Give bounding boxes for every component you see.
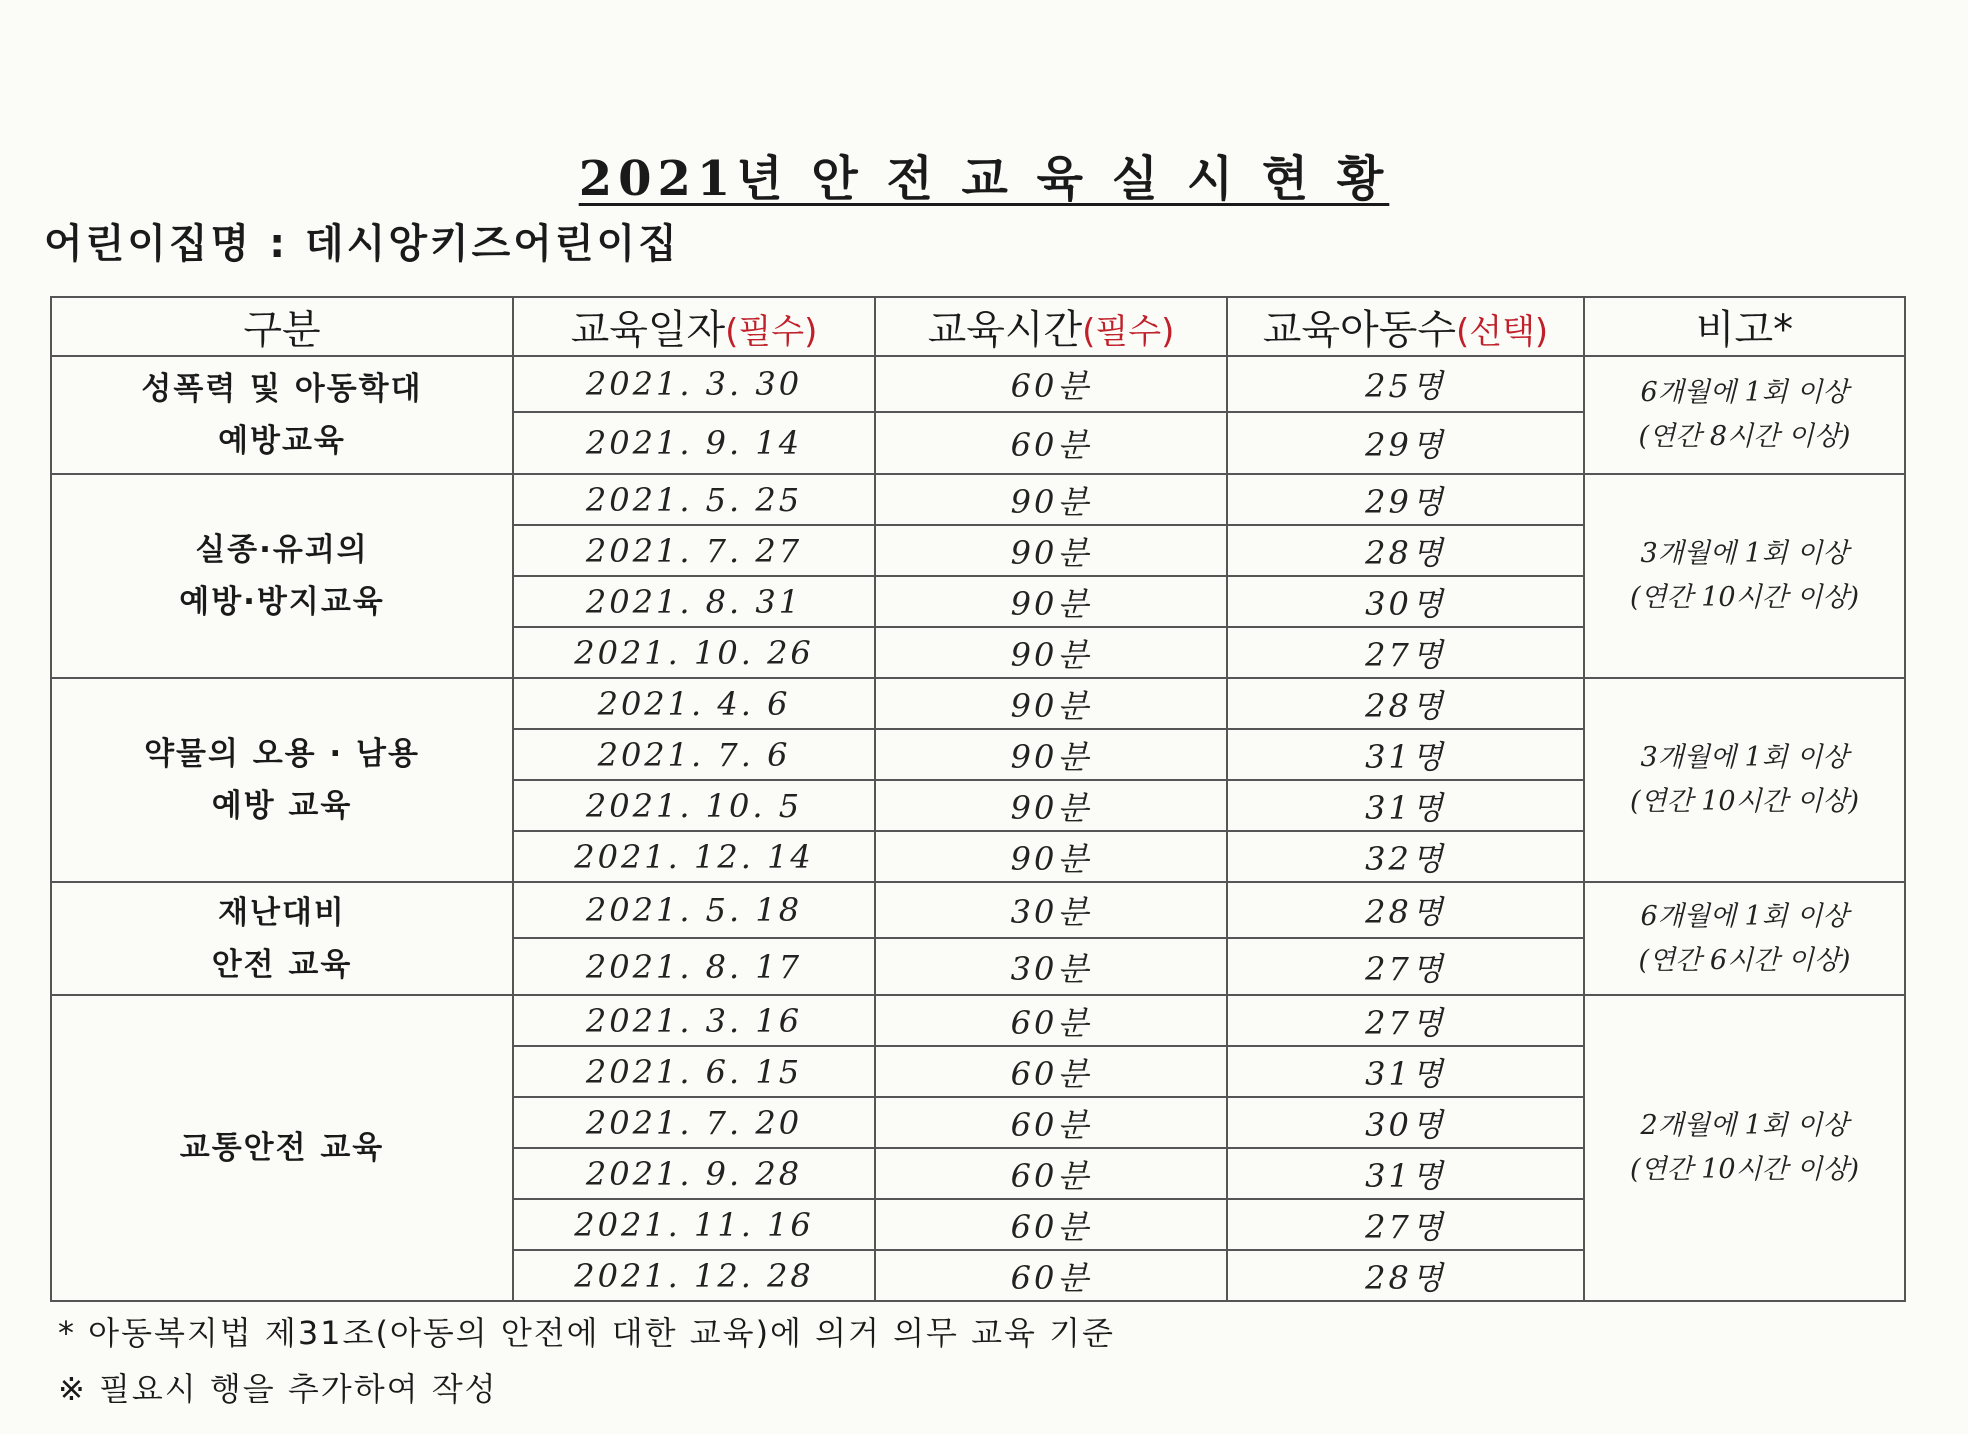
children-count-cell: 29명 — [1227, 412, 1584, 474]
note-cell — [1584, 995, 1905, 1301]
date-cell: 2021. 3. 30 — [513, 356, 875, 412]
note-line: (연간 6시간 이상) — [1638, 944, 1851, 976]
note-line: (연간 10시간 이상) — [1629, 1154, 1860, 1185]
children-count-cell: 31명 — [1227, 729, 1584, 780]
category-line: 재난대비 — [218, 894, 346, 931]
note-cell — [1584, 474, 1905, 678]
note-line: (연간 10시간 이상) — [1629, 786, 1860, 817]
date-cell: 2021. 3. 16 — [513, 995, 875, 1046]
time-cell: 60분 — [875, 1097, 1227, 1148]
date-cell: 2021. 12. 14 — [513, 831, 875, 882]
time-cell: 60분 — [875, 1250, 1227, 1301]
category-line: 예방·방지교육 — [179, 584, 385, 620]
children-count-cell: 31명 — [1227, 1148, 1584, 1199]
time-cell: 30분 — [875, 882, 1227, 938]
time-cell: 90분 — [875, 831, 1227, 882]
required-tag: (필수) — [725, 312, 818, 352]
category-line: 안전 교육 — [211, 946, 353, 983]
children-count-cell: 28명 — [1227, 882, 1584, 938]
document-title-text: 2021년 안 전 교 육 실 시 현 황 — [578, 151, 1390, 207]
children-count-cell: 28명 — [1227, 678, 1584, 729]
note-line: (연간 10시간 이상) — [1629, 582, 1860, 613]
note-line: 6개월에 1회 이상 — [1640, 377, 1849, 408]
time-cell: 60분 — [875, 412, 1227, 474]
time-cell: 90분 — [875, 780, 1227, 831]
children-count-cell: 27명 — [1227, 995, 1584, 1046]
category-line: 성폭력 및 아동학대 — [141, 371, 423, 407]
time-cell: 30분 — [875, 938, 1227, 995]
footnote-add-rows: ※ 필요시 행을 추가하여 작성 — [58, 1370, 498, 1408]
date-cell: 2021. 10. 5 — [513, 780, 875, 831]
time-cell: 90분 — [875, 474, 1227, 525]
date-cell: 2021. 7. 6 — [513, 729, 875, 780]
children-count-cell: 31명 — [1227, 1046, 1584, 1097]
children-count-cell: 28명 — [1227, 1250, 1584, 1301]
date-cell: 2021. 9. 14 — [513, 412, 875, 474]
time-cell: 60분 — [875, 1046, 1227, 1097]
children-count-cell: 28명 — [1227, 525, 1584, 576]
category-cell — [51, 882, 513, 995]
category-cell — [51, 356, 513, 474]
note-cell — [1584, 356, 1905, 474]
header-time: 교육시간(필수) — [875, 297, 1227, 356]
time-cell: 60분 — [875, 1148, 1227, 1199]
safety-education-table — [50, 296, 1906, 1302]
children-count-cell: 29명 — [1227, 474, 1584, 525]
category-line: 약물의 오용 · 남용 — [144, 736, 420, 772]
children-count-cell: 27명 — [1227, 938, 1584, 995]
children-count-cell: 32명 — [1227, 831, 1584, 882]
header-date: 교육일자(필수) — [513, 297, 875, 356]
date-cell: 2021. 7. 20 — [513, 1097, 875, 1148]
date-cell: 2021. 9. 28 — [513, 1148, 875, 1199]
note-line: 3개월에 1회 이상 — [1640, 538, 1849, 569]
header-note: 비고* — [1584, 297, 1905, 356]
footnote-legal-basis: * 아동복지법 제31조(아동의 안전에 대한 교육)에 의거 의무 교육 기준 — [58, 1314, 1115, 1352]
time-cell: 90분 — [875, 627, 1227, 678]
time-cell: 60분 — [875, 356, 1227, 412]
table-body — [51, 356, 1905, 1301]
required-tag: (필수) — [1082, 312, 1175, 352]
date-cell: 2021. 6. 15 — [513, 1046, 875, 1097]
time-cell: 90분 — [875, 525, 1227, 576]
time-cell: 60분 — [875, 1199, 1227, 1250]
category-line: 예방교육 — [218, 423, 346, 459]
document-title — [0, 140, 1968, 209]
note-line: 3개월에 1회 이상 — [1640, 742, 1849, 773]
category-line: 교통안전 교육 — [179, 1130, 385, 1166]
date-cell: 2021. 4. 6 — [513, 678, 875, 729]
table-row — [51, 356, 1905, 412]
category-cell — [51, 474, 513, 678]
date-cell: 2021. 10. 26 — [513, 627, 875, 678]
note-line: 6개월에 1회 이상 — [1640, 900, 1849, 932]
date-cell: 2021. 8. 31 — [513, 576, 875, 627]
optional-tag: (선택) — [1455, 312, 1549, 352]
date-cell: 2021. 5. 18 — [513, 882, 875, 938]
time-cell: 90분 — [875, 729, 1227, 780]
header-category: 구분 — [51, 297, 513, 356]
header-children: 교육아동수(선택) — [1227, 297, 1584, 356]
note-line: 2개월에 1회 이상 — [1640, 1110, 1849, 1141]
note-cell — [1584, 882, 1905, 995]
table-row — [51, 882, 1905, 938]
daycare-name-line: 어린이집명 : 데시앙키즈어린이집 — [44, 221, 680, 267]
time-cell: 60분 — [875, 995, 1227, 1046]
date-cell: 2021. 12. 28 — [513, 1250, 875, 1301]
note-cell — [1584, 678, 1905, 882]
children-count-cell: 27명 — [1227, 1199, 1584, 1250]
children-count-cell: 30명 — [1227, 1097, 1584, 1148]
category-cell — [51, 995, 513, 1301]
children-count-cell: 31명 — [1227, 780, 1584, 831]
children-count-cell: 30명 — [1227, 576, 1584, 627]
date-cell: 2021. 5. 25 — [513, 474, 875, 525]
category-line: 실종·유괴의 — [195, 532, 369, 568]
note-line: (연간 8시간 이상) — [1638, 421, 1851, 452]
table-row — [51, 995, 1905, 1046]
time-cell: 90분 — [875, 576, 1227, 627]
children-count-cell: 27명 — [1227, 627, 1584, 678]
table-header-row — [51, 297, 1905, 356]
category-cell — [51, 678, 513, 882]
table-row — [51, 474, 1905, 525]
date-cell: 2021. 7. 27 — [513, 525, 875, 576]
date-cell: 2021. 11. 16 — [513, 1199, 875, 1250]
children-count-cell: 25명 — [1227, 356, 1584, 412]
date-cell: 2021. 8. 17 — [513, 938, 875, 995]
table-row — [51, 678, 1905, 729]
category-line: 예방 교육 — [211, 788, 353, 824]
time-cell: 90분 — [875, 678, 1227, 729]
